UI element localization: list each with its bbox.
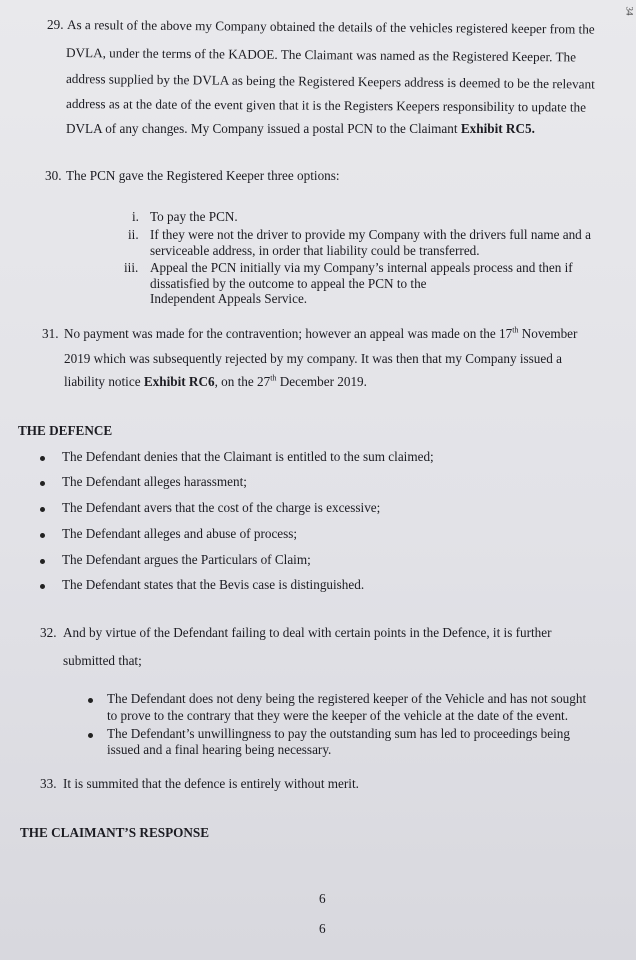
bullet-icon — [40, 533, 45, 538]
defence-item: The Defendant denies that the Claimant is entitled to the sum claimed; — [62, 449, 434, 464]
bullet-icon — [40, 559, 45, 564]
defence-item: The Defendant avers that the cost of the charge is excessive; — [62, 500, 381, 515]
exhibit-ref: Exhibit RC6 — [143, 374, 215, 389]
section-heading: THE CLAIMANT’S RESPONSE — [20, 825, 210, 840]
paragraph-line: DVLA of any changes. My Company issued a postal PCN to the Claimant Exhibit RC5. — [66, 121, 535, 136]
option-number: ii. — [128, 227, 139, 242]
paragraph-line: liability notice Exhibit RC6, on the 27th December 2019. — [64, 373, 367, 389]
paragraph-line: The PCN gave the Registered Keeper three options: — [66, 168, 340, 183]
option-text: dissatisfied by the outcome to appeal the PCN to the — [150, 276, 427, 291]
page-number: 6 — [319, 921, 326, 936]
bullet-icon — [40, 584, 45, 589]
paragraph-number: 30. — [45, 168, 62, 183]
bullet-icon — [88, 698, 93, 703]
option-number: i. — [132, 209, 139, 224]
bullet-icon — [40, 481, 45, 486]
defence-item: The Defendant argues the Particulars of Claim; — [62, 552, 311, 567]
option-text: To pay the PCN. — [150, 209, 238, 224]
bullet-icon — [88, 733, 93, 738]
sub-item: to prove to the contrary that they were the keeper of the vehicle at the date of the event. — [107, 708, 568, 723]
defence-item: The Defendant alleges harassment; — [62, 474, 247, 489]
section-heading: THE DEFENCE — [18, 423, 113, 438]
bullet-icon — [40, 507, 45, 512]
paragraph-number: 33. — [40, 776, 57, 791]
paragraph-number: 29. — [47, 17, 64, 32]
sub-item: The Defendant’s unwillingness to pay the outstanding sum has led to proceedings being — [107, 726, 570, 741]
exhibit-ref: Exhibit RC5. — [460, 121, 535, 136]
bullet-icon — [40, 456, 45, 461]
defence-item: The Defendant alleges and abuse of process; — [62, 526, 298, 541]
paragraph-line: And by virtue of the Defendant failing to deal with certain points in the Defence, it is further — [63, 625, 552, 640]
option-number: iii. — [124, 260, 139, 275]
paragraph-line: As a result of the above my Company obtained the details of the vehicles registered keeper from the — [66, 17, 595, 37]
paragraph-line: 2019 which was subsequently rejected by my company. It was then that my Company issued a — [64, 351, 562, 366]
paragraph-number: 31. — [42, 326, 59, 341]
paragraph-line: submitted that; — [63, 653, 142, 668]
paragraph-line: No payment was made for the contravention; however an appeal was made on the 17th November — [64, 325, 578, 341]
option-text: If they were not the driver to provide my Company with the drivers full name and a — [150, 227, 591, 242]
paragraph-line: DVLA, under the terms of the KADOE. The Claimant was named as the Registered Keeper. The — [65, 45, 577, 65]
sub-item: The Defendant does not deny being the registered keeper of the Vehicle and has not sought — [107, 691, 587, 706]
paragraph-line: address as at the date of the event given that it is the Registers Keepers responsibility to update the — [65, 96, 587, 115]
corner-mark: 34 — [624, 6, 635, 16]
option-text: serviceable address, in order that liability could be transferred. — [150, 243, 480, 258]
paragraph-line: address supplied by the DVLA as being the Registered Keepers address is deemed to be the relevant — [65, 71, 595, 92]
page-number: 6 — [319, 891, 326, 906]
sub-item: issued and a final hearing being necessary. — [107, 742, 332, 757]
option-text: Independent Appeals Service. — [150, 291, 308, 306]
paragraph-line: It is summited that the defence is entirely without merit. — [63, 776, 359, 791]
paragraph-number: 32. — [40, 625, 57, 640]
defence-item: The Defendant states that the Bevis case is distinguished. — [62, 577, 365, 592]
option-text: Appeal the PCN initially via my Company’s internal appeals process and then if — [150, 260, 573, 275]
